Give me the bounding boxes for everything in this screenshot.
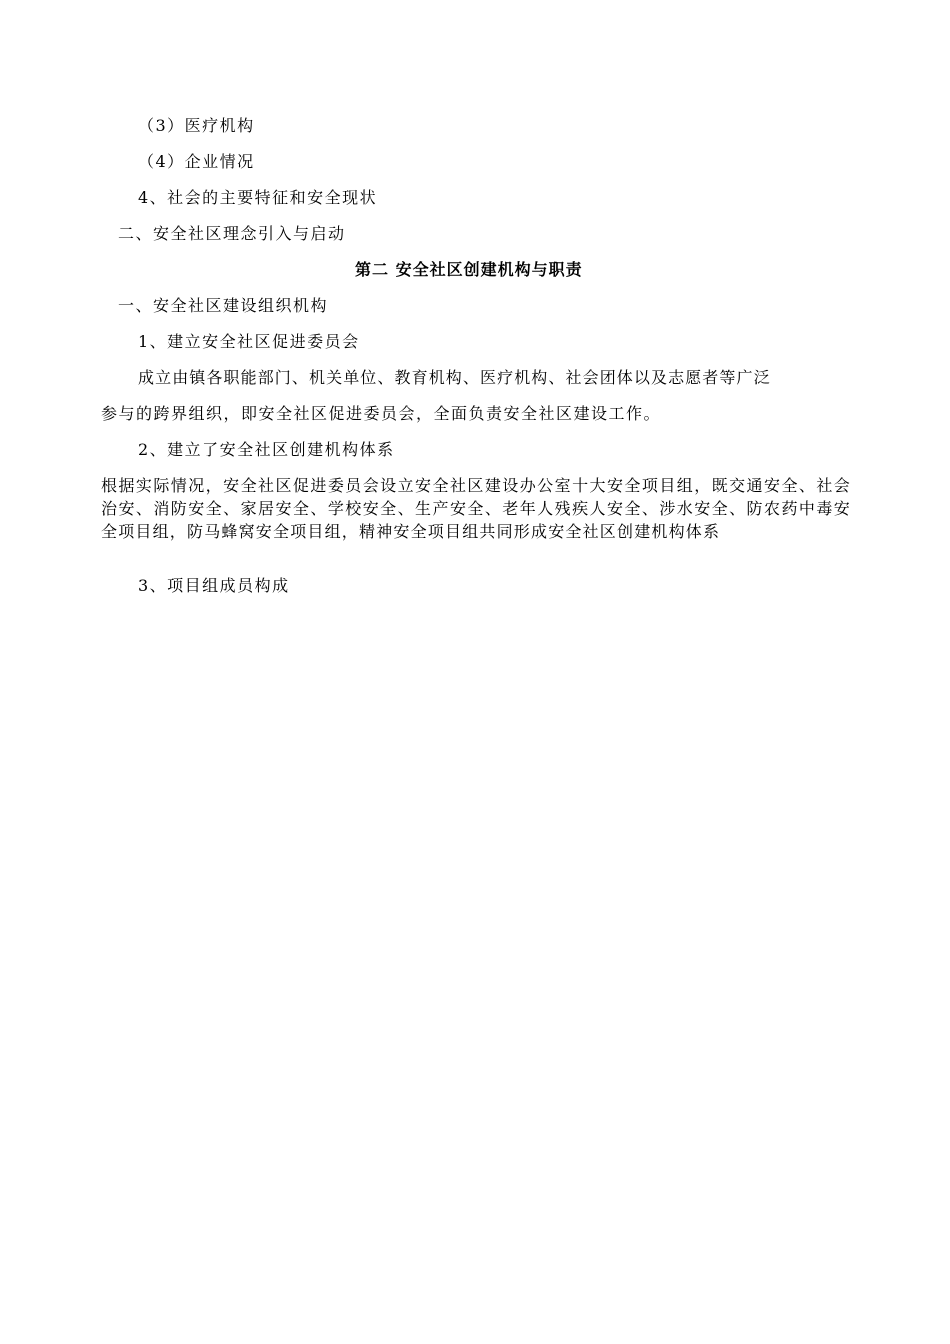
item-social-features: 4、社会的主要特征和安全现状 bbox=[138, 188, 378, 207]
sub2-title: 2、建立了安全社区创建机构体系 bbox=[138, 440, 395, 459]
item-enterprise: （4）企业情况 bbox=[138, 152, 255, 171]
sub2-body: 根据实际情况，安全社区促进委员会设立安全社区建设办公室十大安全项目组，既交通安全、社会治安、消防安全、家居安全、学校安全、生产安全、老年人残疾人安全、涉水安全、防农药中毒安全项目组，防马蜂窝安全项目组，精神安全项目组共同形成安全社区创建机构体系 bbox=[101, 476, 851, 541]
sub1-title: 1、建立安全社区促进委员会 bbox=[138, 332, 360, 351]
section-title: 第二 安全社区创建机构与职责 bbox=[355, 260, 583, 279]
item-concept-intro: 二、安全社区理念引入与启动 bbox=[118, 224, 346, 243]
sub1-body-line2: 参与的跨界组织，即安全社区促进委员会，全面负责安全社区建设工作。 bbox=[101, 404, 662, 423]
sub3-title: 3、项目组成员构成 bbox=[138, 576, 290, 595]
item-medical: （3）医疗机构 bbox=[138, 116, 255, 135]
org-heading: 一、安全社区建设组织机构 bbox=[118, 296, 329, 315]
sub1-body-line1: 成立由镇各职能部门、机关单位、教育机构、医疗机构、社会团体以及志愿者等广泛 bbox=[138, 368, 771, 387]
